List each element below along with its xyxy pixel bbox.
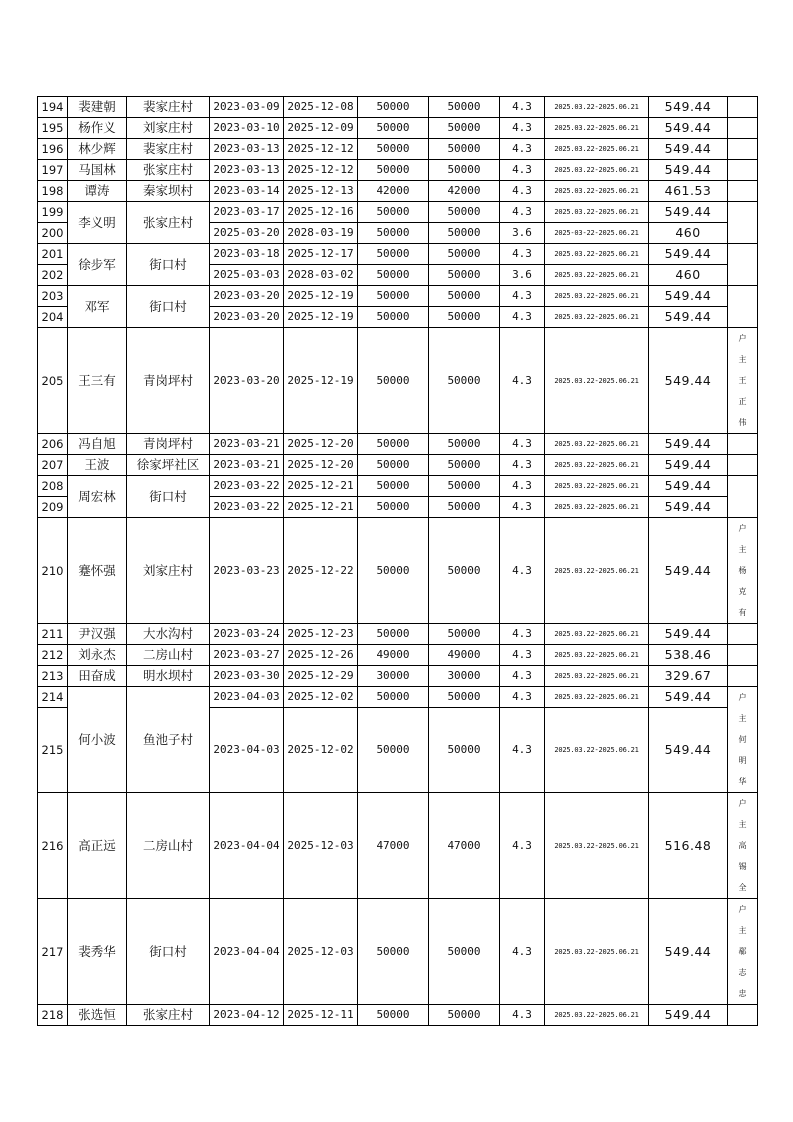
row-number: 194 (38, 97, 68, 118)
interest-period: 2025.03.22-2025.06.21 (545, 666, 649, 687)
row-number: 211 (38, 624, 68, 645)
village: 刘家庄村 (127, 518, 210, 624)
table-row (38, 244, 758, 265)
loan-balance: 47000 (429, 793, 500, 899)
table-row (38, 455, 758, 476)
remark (728, 202, 758, 244)
loan-amount: 50000 (358, 624, 429, 645)
interest-period: 2025.03.22-2025.06.21 (545, 687, 649, 708)
interest-rate: 3.6 (500, 265, 545, 286)
table-row (38, 160, 758, 181)
row-number: 217 (38, 899, 68, 1005)
interest-period: 2025.03.22-2025.06.21 (545, 181, 649, 202)
village: 街口村 (127, 476, 210, 518)
remark (728, 286, 758, 328)
interest-amount: 329.67 (649, 666, 728, 687)
end-date: 2025-12-09 (284, 118, 358, 139)
interest-amount: 461.53 (649, 181, 728, 202)
start-date: 2023-03-23 (210, 518, 284, 624)
interest-rate: 4.3 (500, 1005, 545, 1026)
interest-rate: 4.3 (500, 708, 545, 793)
start-date: 2023-03-14 (210, 181, 284, 202)
borrower-name: 徐步军 (68, 244, 127, 286)
start-date: 2023-04-04 (210, 899, 284, 1005)
start-date: 2023-04-04 (210, 793, 284, 899)
end-date: 2025-12-03 (284, 793, 358, 899)
village: 街口村 (127, 286, 210, 328)
row-number: 203 (38, 286, 68, 307)
loan-balance: 50000 (429, 244, 500, 265)
row-number: 199 (38, 202, 68, 223)
row-number: 212 (38, 645, 68, 666)
start-date: 2023-03-20 (210, 286, 284, 307)
village: 明水坝村 (127, 666, 210, 687)
borrower-name: 刘永杰 (68, 645, 127, 666)
remark (728, 139, 758, 160)
village: 张家庄村 (127, 202, 210, 244)
interest-amount: 549.44 (649, 497, 728, 518)
village: 青岗坪村 (127, 434, 210, 455)
interest-rate: 4.3 (500, 328, 545, 434)
end-date: 2025-12-02 (284, 687, 358, 708)
end-date: 2025-12-12 (284, 139, 358, 160)
remark (728, 244, 758, 286)
loan-balance: 50000 (429, 160, 500, 181)
interest-period: 2025.03.22-2025.06.21 (545, 899, 649, 1005)
interest-rate: 4.3 (500, 202, 545, 223)
interest-rate: 4.3 (500, 244, 545, 265)
start-date: 2023-03-13 (210, 139, 284, 160)
start-date: 2023-03-09 (210, 97, 284, 118)
interest-amount: 549.44 (649, 624, 728, 645)
loan-balance: 50000 (429, 1005, 500, 1026)
row-number: 201 (38, 244, 68, 265)
end-date: 2025-12-21 (284, 497, 358, 518)
interest-amount: 460 (649, 223, 728, 244)
table-row (38, 624, 758, 645)
borrower-name: 裴秀华 (68, 899, 127, 1005)
borrower-name: 冯自旭 (68, 434, 127, 455)
remark: 户主杨克有 (728, 518, 758, 624)
loan-amount: 50000 (358, 1005, 429, 1026)
interest-amount: 549.44 (649, 455, 728, 476)
loan-balance: 50000 (429, 476, 500, 497)
loan-balance: 50000 (429, 518, 500, 624)
interest-period: 2025-03-22-2025.06.21 (545, 223, 649, 244)
loan-amount: 50000 (358, 286, 429, 307)
loan-amount: 50000 (358, 497, 429, 518)
table-row (38, 118, 758, 139)
table-row (38, 666, 758, 687)
interest-amount: 549.44 (649, 708, 728, 793)
loan-amount: 50000 (358, 708, 429, 793)
loan-balance: 50000 (429, 286, 500, 307)
village: 徐家坪社区 (127, 455, 210, 476)
row-number: 214 (38, 687, 68, 708)
remark: 户主王正伟 (728, 328, 758, 434)
table-row (38, 139, 758, 160)
interest-amount: 549.44 (649, 328, 728, 434)
interest-period: 2025.03.22-2025.06.21 (545, 497, 649, 518)
end-date: 2025-12-22 (284, 518, 358, 624)
loan-balance: 50000 (429, 708, 500, 793)
borrower-name: 王三有 (68, 328, 127, 434)
interest-rate: 4.3 (500, 434, 545, 455)
end-date: 2025-12-12 (284, 160, 358, 181)
interest-rate: 4.3 (500, 118, 545, 139)
interest-period: 2025.03.22-2025.06.21 (545, 708, 649, 793)
loan-balance: 50000 (429, 139, 500, 160)
loan-amount: 50000 (358, 265, 429, 286)
loan-balance: 42000 (429, 181, 500, 202)
remark: 户主何明华 (728, 687, 758, 793)
borrower-name: 谭涛 (68, 181, 127, 202)
borrower-name: 林少辉 (68, 139, 127, 160)
row-number: 200 (38, 223, 68, 244)
village: 二房山村 (127, 645, 210, 666)
interest-rate: 4.3 (500, 286, 545, 307)
interest-amount: 549.44 (649, 139, 728, 160)
loan-balance: 50000 (429, 307, 500, 328)
interest-amount: 549.44 (649, 1005, 728, 1026)
loan-amount: 50000 (358, 139, 429, 160)
row-number: 195 (38, 118, 68, 139)
interest-period: 2025.03.22-2025.06.21 (545, 518, 649, 624)
loan-balance: 49000 (429, 645, 500, 666)
interest-amount: 549.44 (649, 160, 728, 181)
start-date: 2023-03-17 (210, 202, 284, 223)
interest-rate: 4.3 (500, 687, 545, 708)
village: 裴家庄村 (127, 97, 210, 118)
loan-amount: 50000 (358, 687, 429, 708)
loan-balance: 50000 (429, 899, 500, 1005)
end-date: 2025-12-21 (284, 476, 358, 497)
table-row (38, 1005, 758, 1026)
start-date: 2023-03-27 (210, 645, 284, 666)
borrower-name: 王波 (68, 455, 127, 476)
loan-amount: 30000 (358, 666, 429, 687)
interest-rate: 4.3 (500, 497, 545, 518)
row-number: 218 (38, 1005, 68, 1026)
row-number: 197 (38, 160, 68, 181)
start-date: 2023-03-21 (210, 455, 284, 476)
interest-period: 2025.03.22-2025.06.21 (545, 1005, 649, 1026)
table-row (38, 518, 758, 624)
table-row (38, 181, 758, 202)
remark (728, 455, 758, 476)
village: 张家庄村 (127, 160, 210, 181)
interest-rate: 4.3 (500, 455, 545, 476)
end-date: 2025-12-13 (284, 181, 358, 202)
borrower-name: 杨作义 (68, 118, 127, 139)
table-row (38, 899, 758, 1005)
interest-rate: 4.3 (500, 518, 545, 624)
village: 秦家坝村 (127, 181, 210, 202)
interest-rate: 4.3 (500, 624, 545, 645)
loan-amount: 50000 (358, 899, 429, 1005)
remark: 户主高锡全 (728, 793, 758, 899)
remark (728, 666, 758, 687)
interest-amount: 549.44 (649, 899, 728, 1005)
start-date: 2023-03-20 (210, 307, 284, 328)
interest-rate: 4.3 (500, 793, 545, 899)
interest-period: 2025.03.22-2025.06.21 (545, 202, 649, 223)
loan-amount: 50000 (358, 518, 429, 624)
row-number: 206 (38, 434, 68, 455)
start-date: 2023-03-22 (210, 476, 284, 497)
interest-period: 2025.03.22-2025.06.21 (545, 139, 649, 160)
loan-amount: 50000 (358, 223, 429, 244)
interest-amount: 549.44 (649, 202, 728, 223)
loan-amount: 50000 (358, 118, 429, 139)
row-number: 216 (38, 793, 68, 899)
end-date: 2025-12-11 (284, 1005, 358, 1026)
remark (728, 181, 758, 202)
start-date: 2023-04-12 (210, 1005, 284, 1026)
row-number: 215 (38, 708, 68, 793)
loan-balance: 50000 (429, 624, 500, 645)
interest-rate: 4.3 (500, 476, 545, 497)
remark (728, 645, 758, 666)
loan-interest-table-sheet (37, 96, 758, 1026)
village: 裴家庄村 (127, 139, 210, 160)
start-date: 2023-03-21 (210, 434, 284, 455)
loan-balance: 30000 (429, 666, 500, 687)
interest-amount: 549.44 (649, 307, 728, 328)
interest-rate: 4.3 (500, 97, 545, 118)
loan-amount: 49000 (358, 645, 429, 666)
row-number: 210 (38, 518, 68, 624)
row-number: 196 (38, 139, 68, 160)
start-date: 2023-03-10 (210, 118, 284, 139)
end-date: 2025-12-02 (284, 708, 358, 793)
remark (728, 1005, 758, 1026)
row-number: 207 (38, 455, 68, 476)
interest-rate: 4.3 (500, 160, 545, 181)
table-row (38, 286, 758, 307)
table-row (38, 434, 758, 455)
interest-period: 2025.03.22-2025.06.21 (545, 328, 649, 434)
interest-period: 2025.03.22-2025.06.21 (545, 624, 649, 645)
interest-amount: 549.44 (649, 476, 728, 497)
table-row (38, 476, 758, 497)
table-row (38, 97, 758, 118)
start-date: 2023-04-03 (210, 687, 284, 708)
end-date: 2025-12-20 (284, 455, 358, 476)
start-date: 2023-03-18 (210, 244, 284, 265)
loan-amount: 47000 (358, 793, 429, 899)
end-date: 2025-12-08 (284, 97, 358, 118)
interest-period: 2025.03.22-2025.06.21 (545, 286, 649, 307)
interest-period: 2025.03.22-2025.06.21 (545, 455, 649, 476)
end-date: 2025-12-03 (284, 899, 358, 1005)
borrower-name: 周宏林 (68, 476, 127, 518)
borrower-name: 尹汉强 (68, 624, 127, 645)
end-date: 2028-03-19 (284, 223, 358, 244)
village: 张家庄村 (127, 1005, 210, 1026)
start-date: 2023-04-03 (210, 708, 284, 793)
borrower-name: 裴建朝 (68, 97, 127, 118)
loan-amount: 50000 (358, 476, 429, 497)
interest-rate: 3.6 (500, 223, 545, 244)
loan-amount: 42000 (358, 181, 429, 202)
interest-rate: 4.3 (500, 899, 545, 1005)
interest-amount: 549.44 (649, 434, 728, 455)
interest-rate: 4.3 (500, 307, 545, 328)
end-date: 2025-12-19 (284, 328, 358, 434)
start-date: 2023-03-30 (210, 666, 284, 687)
borrower-name: 张选恒 (68, 1005, 127, 1026)
loan-amount: 50000 (358, 328, 429, 434)
borrower-name: 田奋成 (68, 666, 127, 687)
table-row (38, 202, 758, 223)
table-row (38, 687, 758, 708)
village: 二房山村 (127, 793, 210, 899)
loan-balance: 50000 (429, 497, 500, 518)
interest-rate: 4.3 (500, 139, 545, 160)
loan-amount: 50000 (358, 244, 429, 265)
start-date: 2025-03-20 (210, 223, 284, 244)
loan-amount: 50000 (358, 202, 429, 223)
village: 大水沟村 (127, 624, 210, 645)
row-number: 205 (38, 328, 68, 434)
interest-period: 2025.03.22-2025.06.21 (545, 97, 649, 118)
interest-amount: 549.44 (649, 244, 728, 265)
interest-rate: 4.3 (500, 645, 545, 666)
interest-period: 2025.03.22-2025.06.21 (545, 160, 649, 181)
interest-amount: 460 (649, 265, 728, 286)
loan-interest-table (37, 96, 758, 1026)
loan-balance: 50000 (429, 223, 500, 244)
end-date: 2025-12-20 (284, 434, 358, 455)
interest-period: 2025.03.22-2025.06.21 (545, 793, 649, 899)
interest-amount: 549.44 (649, 97, 728, 118)
borrower-name: 马国林 (68, 160, 127, 181)
loan-balance: 50000 (429, 202, 500, 223)
table-row (38, 328, 758, 434)
loan-balance: 50000 (429, 97, 500, 118)
end-date: 2028-03-02 (284, 265, 358, 286)
village: 鱼池子村 (127, 687, 210, 793)
interest-amount: 549.44 (649, 118, 728, 139)
end-date: 2025-12-26 (284, 645, 358, 666)
remark (728, 434, 758, 455)
remark: 户主郗志忠 (728, 899, 758, 1005)
interest-rate: 4.3 (500, 666, 545, 687)
borrower-name: 李义明 (68, 202, 127, 244)
borrower-name: 高正远 (68, 793, 127, 899)
loan-balance: 50000 (429, 434, 500, 455)
loan-amount: 50000 (358, 434, 429, 455)
loan-balance: 50000 (429, 265, 500, 286)
remark (728, 160, 758, 181)
interest-period: 2025.03.22-2025.06.21 (545, 434, 649, 455)
end-date: 2025-12-17 (284, 244, 358, 265)
table-row (38, 645, 758, 666)
interest-rate: 4.3 (500, 181, 545, 202)
interest-period: 2025.03.22-2025.06.21 (545, 244, 649, 265)
village: 街口村 (127, 244, 210, 286)
interest-period: 2025.03.22-2025.06.21 (545, 645, 649, 666)
remark (728, 118, 758, 139)
interest-amount: 549.44 (649, 286, 728, 307)
loan-amount: 50000 (358, 160, 429, 181)
village: 刘家庄村 (127, 118, 210, 139)
interest-period: 2025.03.22-2025.06.21 (545, 476, 649, 497)
end-date: 2025-12-23 (284, 624, 358, 645)
loan-amount: 50000 (358, 97, 429, 118)
start-date: 2023-03-24 (210, 624, 284, 645)
interest-period: 2025.03.22-2025.06.21 (545, 307, 649, 328)
row-number: 208 (38, 476, 68, 497)
interest-amount: 516.48 (649, 793, 728, 899)
start-date: 2023-03-22 (210, 497, 284, 518)
remark (728, 624, 758, 645)
interest-amount: 549.44 (649, 687, 728, 708)
remark (728, 97, 758, 118)
interest-period: 2025.03.22-2025.06.21 (545, 265, 649, 286)
row-number: 204 (38, 307, 68, 328)
end-date: 2025-12-29 (284, 666, 358, 687)
row-number: 213 (38, 666, 68, 687)
borrower-name: 邓军 (68, 286, 127, 328)
row-number: 198 (38, 181, 68, 202)
loan-balance: 50000 (429, 455, 500, 476)
village: 青岗坪村 (127, 328, 210, 434)
remark (728, 476, 758, 518)
loan-amount: 50000 (358, 307, 429, 328)
borrower-name: 何小波 (68, 687, 127, 793)
borrower-name: 蹇怀强 (68, 518, 127, 624)
interest-period: 2025.03.22-2025.06.21 (545, 118, 649, 139)
end-date: 2025-12-19 (284, 307, 358, 328)
loan-balance: 50000 (429, 687, 500, 708)
end-date: 2025-12-19 (284, 286, 358, 307)
end-date: 2025-12-16 (284, 202, 358, 223)
interest-amount: 549.44 (649, 518, 728, 624)
table-row (38, 793, 758, 899)
row-number: 202 (38, 265, 68, 286)
loan-balance: 50000 (429, 118, 500, 139)
village: 街口村 (127, 899, 210, 1005)
start-date: 2023-03-20 (210, 328, 284, 434)
start-date: 2023-03-13 (210, 160, 284, 181)
loan-balance: 50000 (429, 328, 500, 434)
start-date: 2025-03-03 (210, 265, 284, 286)
interest-amount: 538.46 (649, 645, 728, 666)
row-number: 209 (38, 497, 68, 518)
loan-amount: 50000 (358, 455, 429, 476)
